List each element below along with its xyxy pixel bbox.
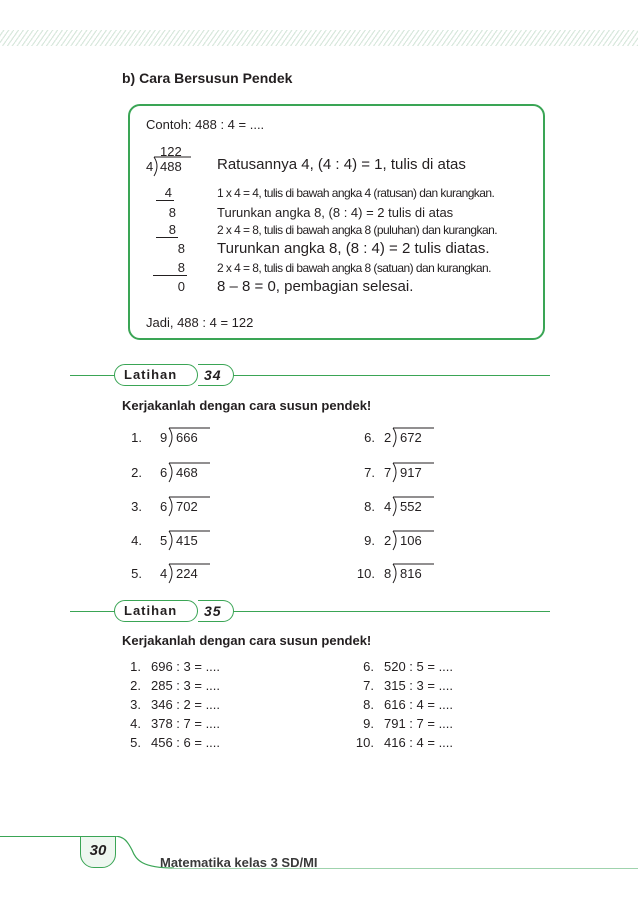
exercise-number: 10. — [356, 566, 375, 581]
list-item: 7. 315 : 3 = .... — [363, 678, 454, 693]
step-text: Turunkan angka 8, (8 : 4) = 2 tulis diatas. — [217, 240, 490, 257]
step-text: 1 x 4 = 4, tulis di bawah angka 4 (ratusan) dan kurangkan. — [217, 186, 495, 200]
step-number: 4 — [164, 185, 172, 200]
exercise-number: 5. — [131, 566, 142, 581]
step-text: Turunkan angka 8, (8 : 4) = 2 tulis di atas — [217, 205, 454, 220]
step-number: 8 — [168, 222, 176, 237]
step-number: 0 — [177, 279, 185, 294]
exercise-number: 4. — [131, 533, 142, 548]
step-number: 8 — [177, 241, 185, 256]
exercise-number: 3. — [131, 499, 142, 514]
book-title: Matematika kelas 3 SD/MI — [160, 855, 318, 870]
example-conclusion: Jadi, 488 : 4 = 122 — [146, 315, 254, 330]
section-title: b) Cara Bersusun Pendek — [122, 70, 293, 86]
example-first-step: Ratusannya 4, (4 : 4) = 1, tulis di atas — [217, 156, 466, 173]
exercise-number: 2. — [131, 465, 142, 480]
latihan-35-label-pill: Latihan — [114, 600, 198, 622]
step-underline — [156, 237, 178, 238]
example-header: Contoh: 488 : 4 = .... — [146, 117, 265, 132]
list-item: 10. 416 : 4 = .... — [355, 735, 454, 750]
latihan-34-label-pill: Latihan — [114, 364, 198, 386]
latihan-35-number-pill: 35 — [198, 600, 234, 622]
step-text: 2 x 4 = 8, tulis di bawah angka 8 (puluhan) dan kurangkan. — [217, 223, 497, 237]
list-item: 8. 616 : 4 = .... — [363, 697, 454, 712]
page-number: 30 — [80, 836, 116, 868]
step-number: 8 — [177, 260, 185, 275]
list-item: 5. 456 : 6 = .... — [130, 735, 221, 750]
step-text: 8 – 8 = 0, pembagian selesai. — [217, 278, 414, 295]
footer-rule-left — [0, 836, 82, 837]
list-item: 1. 696 : 3 = .... — [130, 659, 221, 674]
exercise-number: 1. — [131, 430, 142, 445]
exercise-number: 6. — [364, 430, 375, 445]
exercise-number: 9. — [364, 533, 375, 548]
list-item: 6. 520 : 5 = .... — [363, 659, 454, 674]
latihan-34-instruction: Kerjakanlah dengan cara susun pendek! — [122, 398, 372, 413]
header-pattern — [0, 30, 638, 46]
latihan-35-instruction: Kerjakanlah dengan cara susun pendek! — [122, 633, 372, 648]
step-underline — [153, 275, 187, 276]
list-item: 2. 285 : 3 = .... — [130, 678, 221, 693]
list-item: 9. 791 : 7 = .... — [363, 716, 454, 731]
example-divisor: 4 — [146, 159, 154, 174]
exercise-number: 7. — [364, 465, 375, 480]
example-dividend: 488 — [160, 159, 182, 174]
example-box — [128, 104, 545, 340]
example-quotient: 122 — [160, 144, 182, 159]
step-underline — [156, 200, 174, 201]
latihan-34-number-pill: 34 — [198, 364, 234, 386]
exercise-number: 8. — [364, 499, 375, 514]
step-text: 2 x 4 = 8, tulis di bawah angka 8 (satuan) dan kurangkan. — [217, 261, 491, 275]
list-item: 4. 378 : 7 = .... — [130, 716, 221, 731]
step-number: 8 — [168, 205, 176, 220]
list-item: 3. 346 : 2 = .... — [130, 697, 221, 712]
